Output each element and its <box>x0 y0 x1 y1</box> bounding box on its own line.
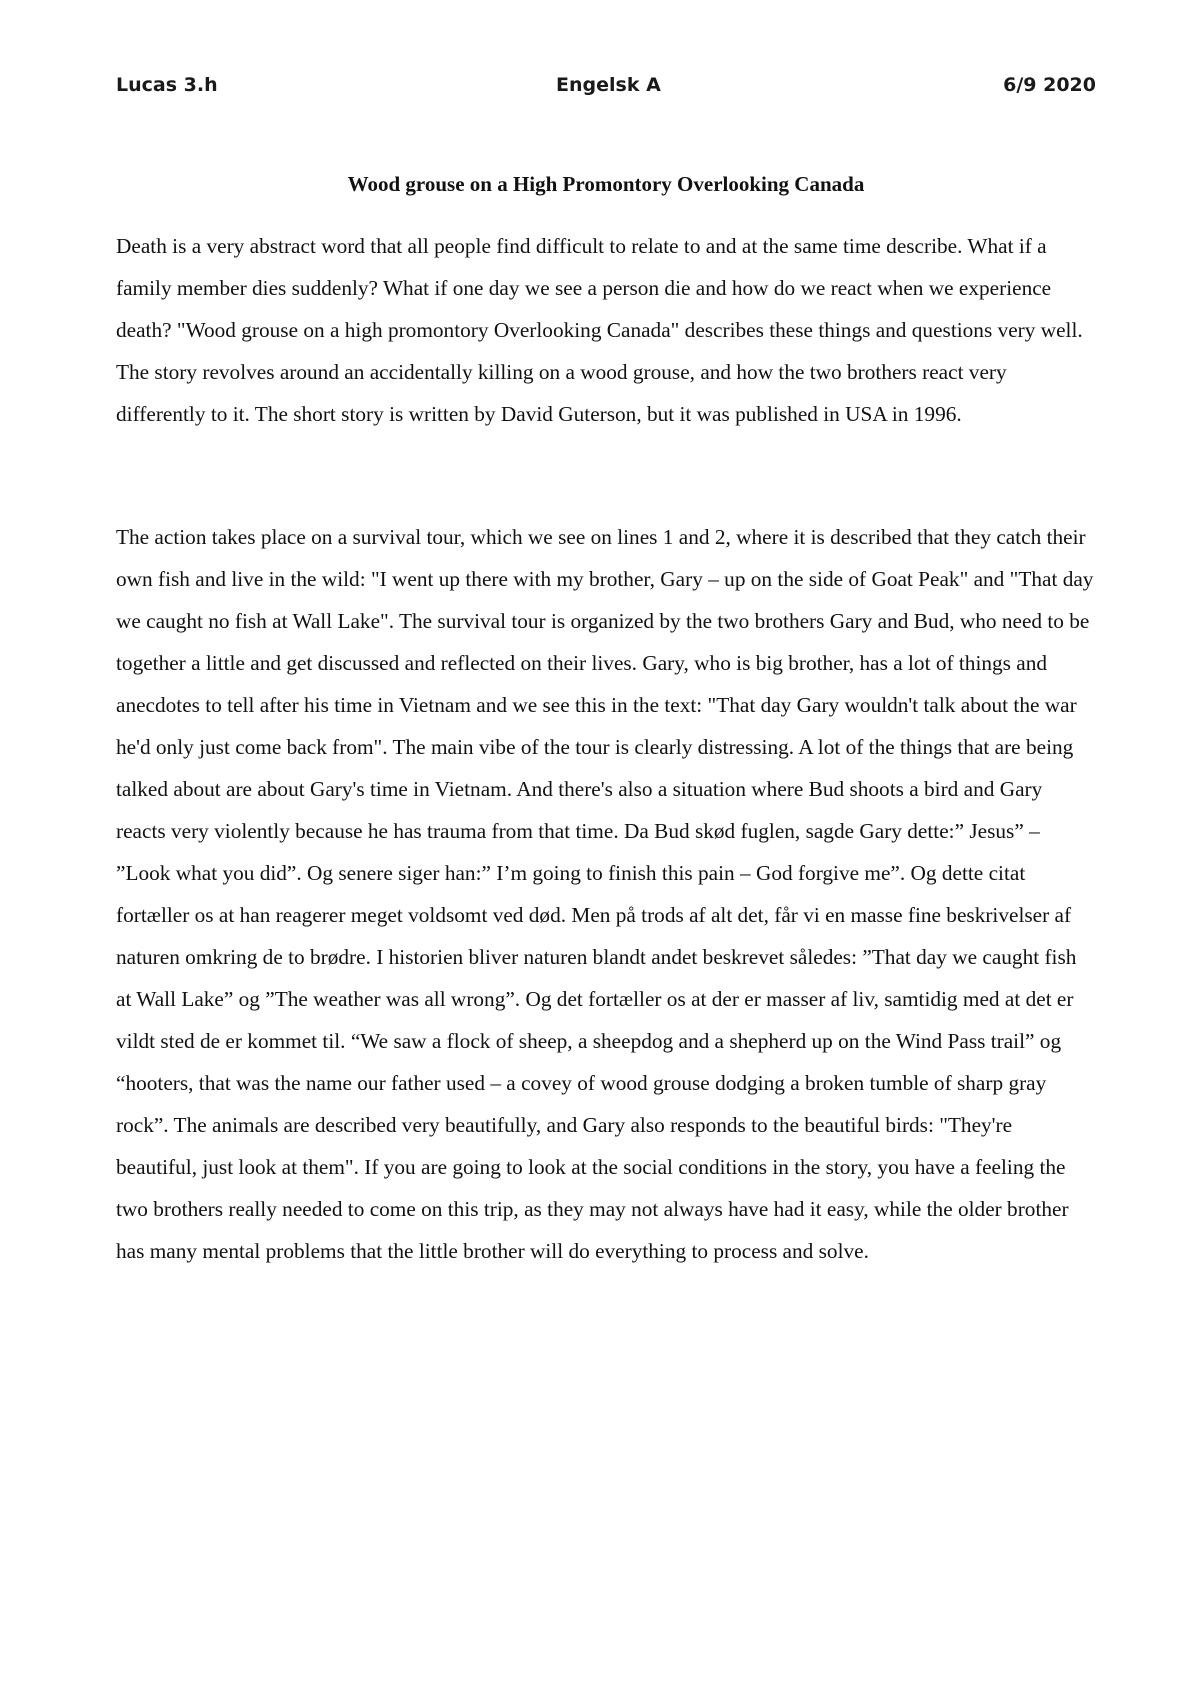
paragraph-analysis: The action takes place on a survival tour, which we see on lines 1 and 2, where it is described that they catch their own fish and live in the wild: "I went up there with my brother, Gary – up on the side of Goat Peak" and "That day we caught no fish at Wall Lake". The survival tour is organized by the two brothers Gary and Bud, who need to be together a little and get discussed and reflected on their lives. Gary, who is big brother, has a lot of things and anecdotes to tell after his time in Vietnam and we see this in the text: "That day Gary wouldn't talk about the war he'd only just come back from". The main vibe of the tour is clearly distressing. A lot of the things that are being talked about are about Gary's time in Vietnam. And there's also a situation where Bud shoots a bird and Gary reacts very violently because he has trauma from that time. Da Bud skød fuglen, sagde Gary dette:” Jesus” – ”Look what you did”. Og senere siger han:” I’m going to finish this pain – God forgive me”. Og dette citat fortæller os at han reagerer meget voldsomt ved død. Men på trods af alt det, får vi en masse fine beskrivelser af naturen omkring de to brødre. I historien bliver naturen blandt andet beskrevet således: ”That day we caught fish at Wall Lake” og ”The weather was all wrong”. Og det fortæller os at der er masser af liv, samtidig med at det er vildt sted de er kommet til. “We saw a flock of sheep, a sheepdog and a shepherd up on the Wind Pass trail” og “hooters, that was the name our father used – a covey of wood grouse dodging a broken tumble of sharp gray rock”. The animals are described very beautifully, and Gary also responds to the beautiful birds: "They're beautiful, just look at them". If you are going to look at the social conditions in the story, you have a feeling the two brothers really needed to come on this trip, as they may not always have had it easy, while the older brother has many mental problems that the little brother will do everything to process and solve. <box>116 525 1094 1263</box>
header-author: Lucas 3.h <box>116 74 218 96</box>
header-date: 6/9 2020 <box>1003 74 1096 96</box>
header-subject: Engelsk A <box>556 74 661 96</box>
document-title: Wood grouse on a High Promontory Overlooking Canada <box>347 172 865 196</box>
paragraph-intro: Death is a very abstract word that all people find difficult to relate to and at the same time describe. What if a family member dies suddenly? What if one day we see a person die and how do we react when we experience death? "Wood grouse on a high promontory Overlooking Canada" describes these things and questions very well. The story revolves around an accidentally killing on a wood grouse, and how the two brothers react very differently to it. The short story is written by David Guterson, but it was published in USA in 1996. <box>116 234 1083 426</box>
page-header <box>116 74 1096 104</box>
